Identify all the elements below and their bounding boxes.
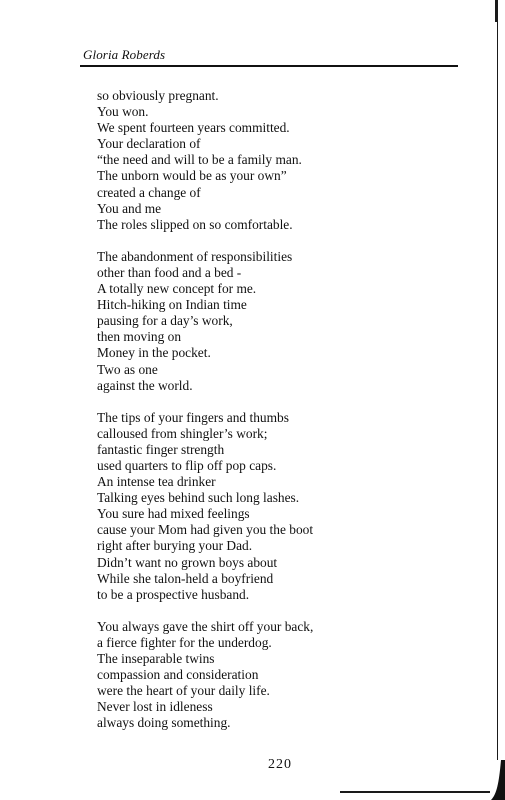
page-number: 220 xyxy=(268,757,292,772)
poem-line: Hitch-hiking on Indian time xyxy=(97,297,247,313)
poem-line: Two as one xyxy=(97,361,158,377)
poem-line: Didn’t want no grown boys about xyxy=(97,554,278,570)
stanza xyxy=(97,410,477,603)
poem-line: You always gave the shirt off your back, xyxy=(97,618,314,634)
poem-line: Talking eyes behind such long lashes. xyxy=(97,490,300,506)
poem-line: to be a prospective husband. xyxy=(97,586,250,602)
poem-line: The abandonment of responsibilities xyxy=(97,248,293,264)
poem-line: cause your Mom had given you the boot xyxy=(97,522,314,538)
poem-line: Never lost in idleness xyxy=(97,699,213,715)
poem-line: then moving on xyxy=(97,329,182,345)
poem-line: calloused from shingler’s work; xyxy=(97,425,268,441)
poem-line: The roles slipped on so comfortable. xyxy=(97,216,293,232)
header-rule xyxy=(80,65,458,67)
poem-line: The unborn would be as your own” xyxy=(97,168,287,184)
binding-edge-line xyxy=(497,0,498,760)
poem-line: a fierce fighter for the underdog. xyxy=(97,634,272,650)
poem-line: created a change of xyxy=(97,184,201,200)
poem-line: pausing for a day’s work, xyxy=(97,313,233,329)
page-corner-shadow xyxy=(485,760,505,800)
poem-line: You sure had mixed feelings xyxy=(97,506,250,522)
poem-body xyxy=(97,88,477,747)
poem-line: right after burying your Dad. xyxy=(97,538,253,554)
poem-line: We spent fourteen years committed. xyxy=(97,120,290,136)
poem-line: You won. xyxy=(97,104,149,120)
stanza xyxy=(97,88,477,233)
poem-line: against the world. xyxy=(97,377,193,393)
running-head-author: Gloria Roberds xyxy=(83,47,166,62)
poem-line: The tips of your fingers and thumbs xyxy=(97,409,289,425)
poem-line: so obviously pregnant. xyxy=(97,88,219,103)
scan-edge-rule xyxy=(340,791,490,793)
poem-line: other than food and a bed - xyxy=(97,264,242,280)
poem-line: used quarters to flip off pop caps. xyxy=(97,457,277,473)
poem-line: “the need and will to be a family man. xyxy=(97,152,302,168)
poem-line: Your declaration of xyxy=(97,136,201,152)
stanza xyxy=(97,619,477,732)
poem-line: An intense tea drinker xyxy=(97,474,216,490)
poem-line: were the heart of your daily life. xyxy=(97,683,270,699)
stanza xyxy=(97,249,477,394)
poem-line: always doing something. xyxy=(97,715,231,731)
poem-line: You and me xyxy=(97,200,162,216)
poem-line: While she talon-held a boyfriend xyxy=(97,570,274,586)
poem-line: The inseparable twins xyxy=(97,651,215,666)
poem-line: A totally new concept for me. xyxy=(97,281,257,297)
poem-line: compassion and consideration xyxy=(97,667,259,683)
poem-line: Money in the pocket. xyxy=(97,345,211,361)
poem-line: fantastic finger strength xyxy=(97,441,225,457)
